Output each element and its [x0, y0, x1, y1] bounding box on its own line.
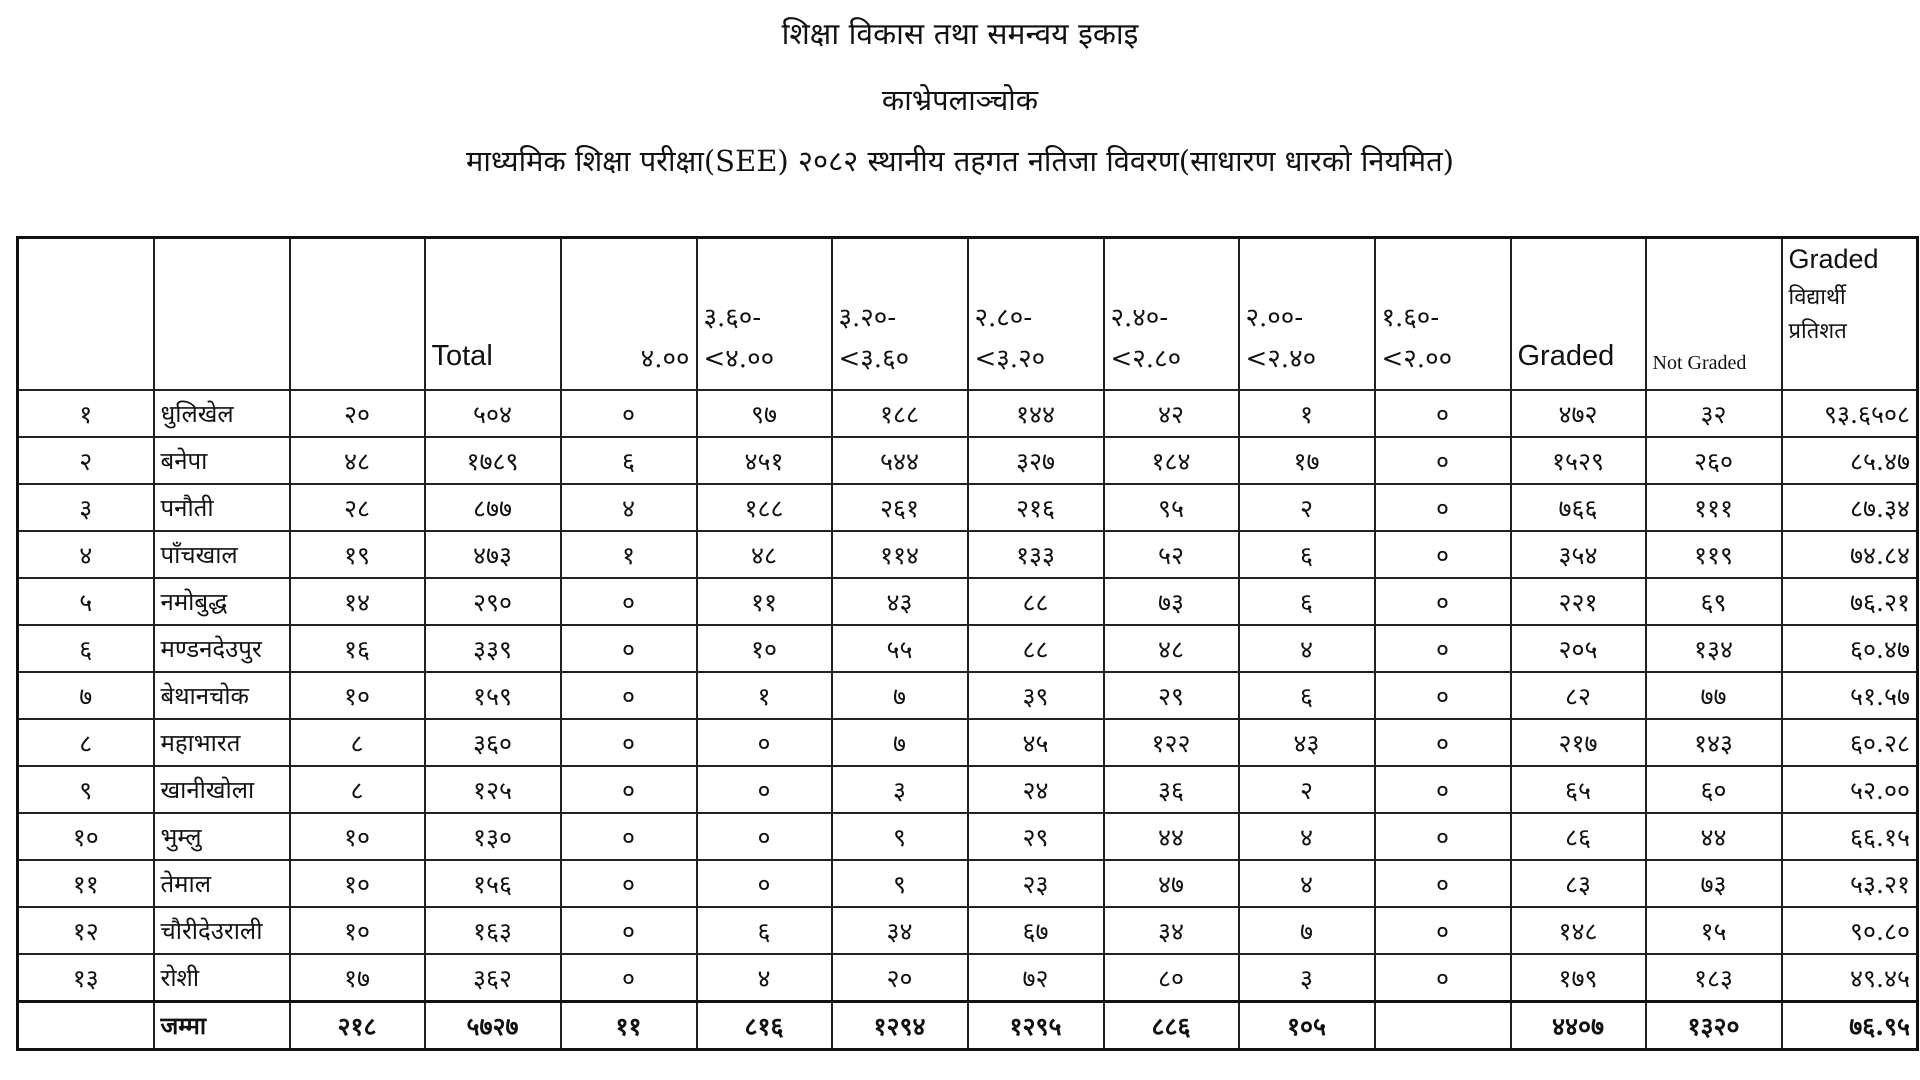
- cell-gpa-4: ०: [561, 766, 697, 813]
- cell-total: १२५: [425, 766, 561, 813]
- total-row: [18, 1002, 1918, 1050]
- cell-gpa-360: १: [697, 672, 832, 719]
- col-header-not-graded: Not Graded: [1646, 238, 1782, 391]
- col-header-pct-line2: विद्यार्थी: [1788, 284, 1846, 310]
- cell-gpa-320: ५४४: [832, 437, 968, 484]
- cell-gpa-4: ०: [561, 954, 697, 1002]
- col-header-schools: [290, 238, 425, 391]
- col-header-graded: Graded: [1511, 238, 1646, 391]
- cell-gpa-280: ६७: [968, 907, 1104, 954]
- cell-sn: ४: [18, 531, 154, 578]
- cell-schools: १०: [290, 813, 425, 860]
- cell-schools: ८: [290, 766, 425, 813]
- cell-name: नमोबुद्ध: [154, 578, 290, 625]
- cell-sn: [18, 1002, 154, 1050]
- col-header-pct-line1: Graded: [1788, 244, 1879, 274]
- cell-gpa-280: ४५: [968, 719, 1104, 766]
- cell-graded: १४८: [1511, 907, 1646, 954]
- cell-gpa-360: ६: [697, 907, 832, 954]
- cell-gpa-4: ०: [561, 390, 697, 437]
- cell-total: ५७२७: [425, 1002, 561, 1050]
- cell-schools: १०: [290, 860, 425, 907]
- cell-gpa-360: ०: [697, 860, 832, 907]
- cell-gpa-4: ०: [561, 625, 697, 672]
- cell-graded: ४४०७: [1511, 1002, 1646, 1050]
- cell-total: २९०: [425, 578, 561, 625]
- table-row: [18, 672, 1918, 719]
- cell-gpa-160: ०: [1375, 625, 1511, 672]
- cell-gpa-240: ४८: [1104, 625, 1239, 672]
- cell-gpa-320: १८८: [832, 390, 968, 437]
- table-row: [18, 390, 1918, 437]
- cell-sn: १३: [18, 954, 154, 1002]
- cell-gpa-280: १२९५: [968, 1002, 1104, 1050]
- cell-gpa-280: १४४: [968, 390, 1104, 437]
- cell-gpa-200: ६: [1239, 578, 1375, 625]
- cell-name: भुम्लु: [154, 813, 290, 860]
- cell-gpa-320: ३: [832, 766, 968, 813]
- cell-gpa-4: ०: [561, 672, 697, 719]
- results-table: [16, 236, 1919, 1051]
- cell-gpa-4: ०: [561, 860, 697, 907]
- cell-name: तेमाल: [154, 860, 290, 907]
- cell-graded: ८६: [1511, 813, 1646, 860]
- cell-sn: १०: [18, 813, 154, 860]
- table-row: [18, 954, 1918, 1002]
- cell-gpa-320: ९: [832, 813, 968, 860]
- cell-graded-percent: ६०.४७: [1782, 625, 1918, 672]
- col-header-gpa-240: २.४०- <२.८०: [1104, 238, 1239, 391]
- cell-gpa-160: ०: [1375, 813, 1511, 860]
- col-header-gpa-360: ३.६०- <४.००: [697, 238, 832, 391]
- cell-gpa-320: ७: [832, 719, 968, 766]
- table-row: [18, 719, 1918, 766]
- cell-graded-percent: ७६.९५: [1782, 1002, 1918, 1050]
- table-row: [18, 860, 1918, 907]
- cell-gpa-320: ७: [832, 672, 968, 719]
- cell-not-graded: १११: [1646, 484, 1782, 531]
- cell-sn: १२: [18, 907, 154, 954]
- cell-gpa-200: ७: [1239, 907, 1375, 954]
- cell-graded: ६५: [1511, 766, 1646, 813]
- table-row: [18, 907, 1918, 954]
- cell-schools: १९: [290, 531, 425, 578]
- cell-gpa-160: ०: [1375, 390, 1511, 437]
- col-header-gpa-280: २.८०- <३.२०: [968, 238, 1104, 391]
- header-row: [18, 238, 1918, 391]
- cell-gpa-360: १८८: [697, 484, 832, 531]
- cell-gpa-280: २९: [968, 813, 1104, 860]
- cell-gpa-280: २३: [968, 860, 1104, 907]
- cell-gpa-240: १८४: [1104, 437, 1239, 484]
- table-body: [18, 390, 1918, 1050]
- cell-graded-percent: ७६.२१: [1782, 578, 1918, 625]
- cell-gpa-240: ९५: [1104, 484, 1239, 531]
- table-row: [18, 437, 1918, 484]
- cell-gpa-280: २४: [968, 766, 1104, 813]
- cell-gpa-200: १७: [1239, 437, 1375, 484]
- cell-gpa-240: ३६: [1104, 766, 1239, 813]
- cell-name: चौरीदेउराली: [154, 907, 290, 954]
- cell-graded-percent: ४९.४५: [1782, 954, 1918, 1002]
- cell-graded: ३५४: [1511, 531, 1646, 578]
- cell-gpa-200: ६: [1239, 531, 1375, 578]
- col-header-gpa-200: २.००- <२.४०: [1239, 238, 1375, 391]
- cell-graded-percent: ५१.५७: [1782, 672, 1918, 719]
- cell-gpa-240: ४४: [1104, 813, 1239, 860]
- cell-gpa-200: ४: [1239, 625, 1375, 672]
- cell-gpa-200: ४: [1239, 813, 1375, 860]
- cell-gpa-240: ४७: [1104, 860, 1239, 907]
- cell-graded-percent: ८५.४७: [1782, 437, 1918, 484]
- cell-sn: ११: [18, 860, 154, 907]
- cell-total: ३३९: [425, 625, 561, 672]
- cell-not-graded: ११९: [1646, 531, 1782, 578]
- cell-schools: ४८: [290, 437, 425, 484]
- cell-gpa-360: ०: [697, 766, 832, 813]
- cell-gpa-4: ६: [561, 437, 697, 484]
- table-row: [18, 531, 1918, 578]
- cell-gpa-360: १०: [697, 625, 832, 672]
- col-header-name: [154, 238, 290, 391]
- cell-gpa-4: ०: [561, 813, 697, 860]
- cell-gpa-360: ११: [697, 578, 832, 625]
- cell-gpa-200: १०५: [1239, 1002, 1375, 1050]
- cell-graded-percent: ६६.१५: [1782, 813, 1918, 860]
- title-district: काभ्रेपलाञ्चोक: [881, 83, 1039, 117]
- cell-gpa-200: ६: [1239, 672, 1375, 719]
- cell-gpa-240: ७३: [1104, 578, 1239, 625]
- cell-gpa-280: ७२: [968, 954, 1104, 1002]
- cell-gpa-280: १३३: [968, 531, 1104, 578]
- cell-gpa-320: २०: [832, 954, 968, 1002]
- cell-gpa-240: ४२: [1104, 390, 1239, 437]
- cell-name: पनौती: [154, 484, 290, 531]
- cell-sn: ६: [18, 625, 154, 672]
- cell-total: ५०४: [425, 390, 561, 437]
- cell-gpa-280: ८८: [968, 578, 1104, 625]
- cell-graded-percent: ८७.३४: [1782, 484, 1918, 531]
- cell-gpa-160: ०: [1375, 531, 1511, 578]
- cell-gpa-160: ०: [1375, 766, 1511, 813]
- cell-gpa-200: २: [1239, 766, 1375, 813]
- cell-gpa-280: २१६: [968, 484, 1104, 531]
- table-row: [18, 766, 1918, 813]
- cell-total: ४७३: [425, 531, 561, 578]
- cell-gpa-240: २९: [1104, 672, 1239, 719]
- table-row: [18, 625, 1918, 672]
- cell-not-graded: २६०: [1646, 437, 1782, 484]
- col-header-graded-percent: [1782, 238, 1918, 391]
- cell-gpa-4: ०: [561, 719, 697, 766]
- cell-gpa-200: १: [1239, 390, 1375, 437]
- cell-not-graded: ६९: [1646, 578, 1782, 625]
- title-report: माध्यमिक शिक्षा परीक्षा(SEE) २०८२ स्थानीय तहगत नतिजा विवरण(साधारण धारको नियमित): [466, 144, 1454, 178]
- cell-schools: २१८: [290, 1002, 425, 1050]
- cell-gpa-360: ९७: [697, 390, 832, 437]
- cell-gpa-4: ११: [561, 1002, 697, 1050]
- cell-name: जम्मा: [154, 1002, 290, 1050]
- cell-graded: ८३: [1511, 860, 1646, 907]
- cell-not-graded: १३४: [1646, 625, 1782, 672]
- table-row: [18, 578, 1918, 625]
- cell-not-graded: १४३: [1646, 719, 1782, 766]
- cell-graded-percent: ५३.२१: [1782, 860, 1918, 907]
- cell-gpa-4: ०: [561, 578, 697, 625]
- cell-name: बनेपा: [154, 437, 290, 484]
- cell-not-graded: ३२: [1646, 390, 1782, 437]
- cell-gpa-280: ३२७: [968, 437, 1104, 484]
- cell-gpa-240: ३४: [1104, 907, 1239, 954]
- cell-gpa-200: ४: [1239, 860, 1375, 907]
- cell-gpa-360: ८१६: [697, 1002, 832, 1050]
- cell-graded: ८२: [1511, 672, 1646, 719]
- cell-sn: ७: [18, 672, 154, 719]
- cell-schools: १६: [290, 625, 425, 672]
- title-unit: शिक्षा विकास तथा समन्वय इकाइ: [781, 17, 1139, 52]
- cell-graded: १७९: [1511, 954, 1646, 1002]
- cell-graded-percent: ६०.२८: [1782, 719, 1918, 766]
- cell-not-graded: ७३: [1646, 860, 1782, 907]
- cell-name: रोशी: [154, 954, 290, 1002]
- cell-total: १५६: [425, 860, 561, 907]
- col-header-gpa-160: १.६०- <२.००: [1375, 238, 1511, 391]
- cell-name: पाँचखाल: [154, 531, 290, 578]
- cell-gpa-160: ०: [1375, 672, 1511, 719]
- cell-gpa-160: ०: [1375, 578, 1511, 625]
- col-header-gpa-320: ३.२०- <३.६०: [832, 238, 968, 391]
- cell-sn: ३: [18, 484, 154, 531]
- cell-graded: ७६६: [1511, 484, 1646, 531]
- cell-gpa-360: ०: [697, 813, 832, 860]
- cell-gpa-360: ०: [697, 719, 832, 766]
- cell-gpa-160: ०: [1375, 719, 1511, 766]
- cell-not-graded: ४४: [1646, 813, 1782, 860]
- cell-gpa-160: [1375, 1002, 1511, 1050]
- cell-schools: १०: [290, 907, 425, 954]
- cell-not-graded: ६०: [1646, 766, 1782, 813]
- cell-gpa-160: ०: [1375, 437, 1511, 484]
- cell-graded: २१७: [1511, 719, 1646, 766]
- cell-gpa-240: ८८६: [1104, 1002, 1239, 1050]
- cell-name: मण्डनदेउपुर: [154, 625, 290, 672]
- cell-schools: ८: [290, 719, 425, 766]
- cell-gpa-320: ९: [832, 860, 968, 907]
- cell-schools: १०: [290, 672, 425, 719]
- cell-not-graded: १५: [1646, 907, 1782, 954]
- cell-name: खानीखोला: [154, 766, 290, 813]
- cell-schools: १७: [290, 954, 425, 1002]
- cell-total: १६३: [425, 907, 561, 954]
- cell-gpa-200: ३: [1239, 954, 1375, 1002]
- cell-graded: ४७२: [1511, 390, 1646, 437]
- cell-name: बेथानचोक: [154, 672, 290, 719]
- col-header-pct-line3: प्रतिशत: [1788, 318, 1847, 344]
- cell-gpa-320: ५५: [832, 625, 968, 672]
- col-header-total: Total: [425, 238, 561, 391]
- cell-total: १३०: [425, 813, 561, 860]
- cell-graded: २०५: [1511, 625, 1646, 672]
- cell-name: धुलिखेल: [154, 390, 290, 437]
- cell-gpa-4: १: [561, 531, 697, 578]
- table-row: [18, 484, 1918, 531]
- cell-graded-percent: ७४.८४: [1782, 531, 1918, 578]
- col-header-gpa-4: ४.००: [561, 238, 697, 391]
- cell-total: १७८९: [425, 437, 561, 484]
- cell-gpa-160: ०: [1375, 860, 1511, 907]
- cell-gpa-160: ०: [1375, 484, 1511, 531]
- cell-not-graded: ७७: [1646, 672, 1782, 719]
- cell-gpa-320: ४३: [832, 578, 968, 625]
- cell-total: ३६०: [425, 719, 561, 766]
- cell-schools: १४: [290, 578, 425, 625]
- cell-gpa-320: ३४: [832, 907, 968, 954]
- cell-sn: ८: [18, 719, 154, 766]
- cell-graded: १५२९: [1511, 437, 1646, 484]
- table-row: [18, 813, 1918, 860]
- cell-gpa-280: ३९: [968, 672, 1104, 719]
- cell-gpa-4: ०: [561, 907, 697, 954]
- cell-gpa-320: २६१: [832, 484, 968, 531]
- cell-graded-percent: ९०.८०: [1782, 907, 1918, 954]
- cell-graded-percent: ५२.००: [1782, 766, 1918, 813]
- cell-gpa-320: १२९४: [832, 1002, 968, 1050]
- cell-total: १५९: [425, 672, 561, 719]
- cell-gpa-160: ०: [1375, 954, 1511, 1002]
- cell-gpa-320: ११४: [832, 531, 968, 578]
- cell-not-graded: १३२०: [1646, 1002, 1782, 1050]
- cell-gpa-160: ०: [1375, 907, 1511, 954]
- cell-gpa-240: १२२: [1104, 719, 1239, 766]
- cell-graded-percent: ९३.६५०८: [1782, 390, 1918, 437]
- cell-sn: १: [18, 390, 154, 437]
- cell-schools: २०: [290, 390, 425, 437]
- cell-graded: २२१: [1511, 578, 1646, 625]
- cell-gpa-200: ४३: [1239, 719, 1375, 766]
- cell-sn: २: [18, 437, 154, 484]
- cell-total: ८७७: [425, 484, 561, 531]
- cell-gpa-4: ४: [561, 484, 697, 531]
- cell-gpa-360: ४: [697, 954, 832, 1002]
- cell-sn: ९: [18, 766, 154, 813]
- cell-not-graded: १८३: [1646, 954, 1782, 1002]
- cell-gpa-240: ८०: [1104, 954, 1239, 1002]
- cell-gpa-360: ४५१: [697, 437, 832, 484]
- cell-total: ३६२: [425, 954, 561, 1002]
- cell-sn: ५: [18, 578, 154, 625]
- cell-gpa-200: २: [1239, 484, 1375, 531]
- cell-gpa-280: ८८: [968, 625, 1104, 672]
- cell-name: महाभारत: [154, 719, 290, 766]
- cell-gpa-240: ५२: [1104, 531, 1239, 578]
- cell-gpa-360: ४८: [697, 531, 832, 578]
- col-header-sn: [18, 238, 154, 391]
- cell-schools: २८: [290, 484, 425, 531]
